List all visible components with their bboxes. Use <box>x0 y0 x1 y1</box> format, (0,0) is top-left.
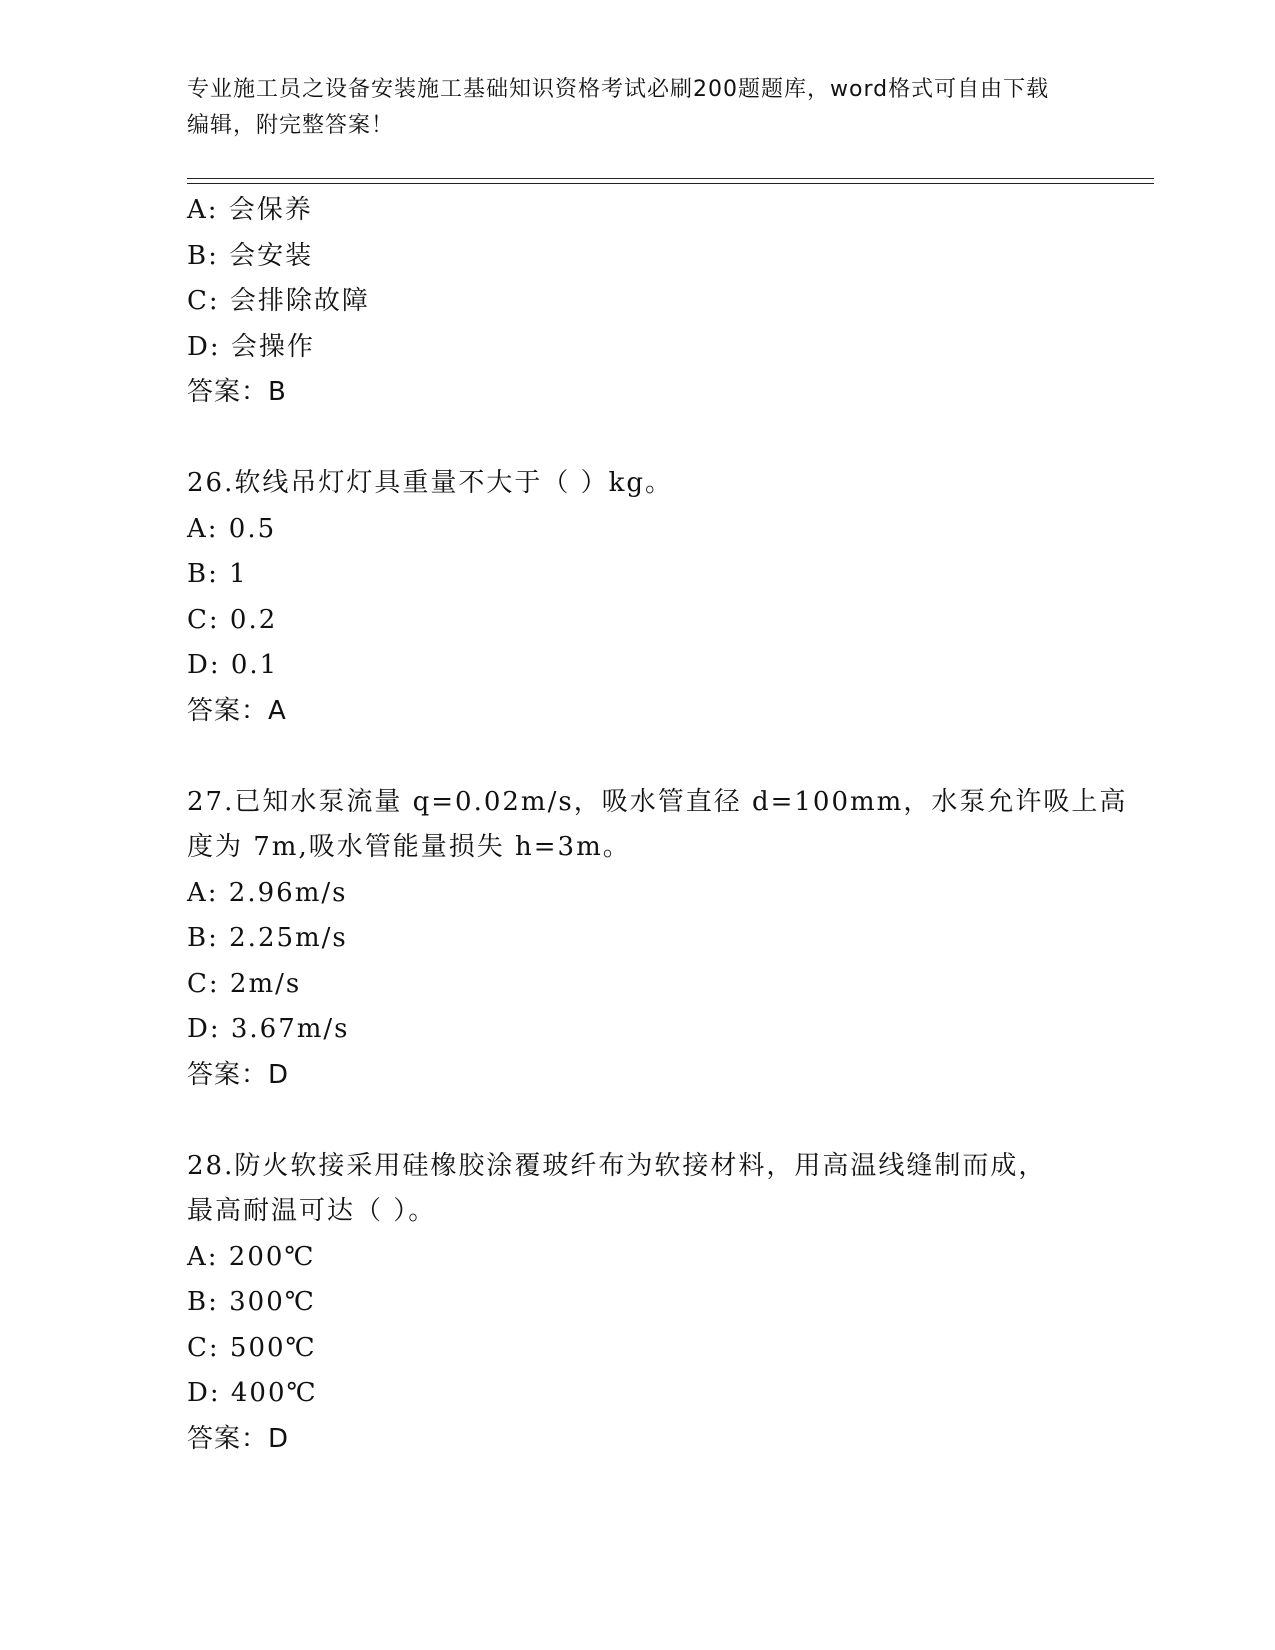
option-d: D: 3.67m/s <box>187 1014 350 1044</box>
question-stem-line: 28.防火软接采用硅橡胶涂覆玻纤布为软接材料，用高温线缝制而成， <box>187 1150 1047 1181</box>
question-stem: 26.软线吊灯灯具重量不大于（ ）kg。 <box>187 468 674 498</box>
option-d: D: 400℃ <box>187 1378 318 1408</box>
question-block <box>187 1144 1087 1463</box>
option-a: A: 会保养 <box>187 195 313 225</box>
header-rule-top <box>187 178 1154 179</box>
option-c: C: 2m/s <box>187 968 302 999</box>
question-block <box>187 188 1087 416</box>
option-a: A: 0.5 <box>187 513 277 544</box>
spacer <box>187 416 1087 462</box>
option-d: D: 0.1 <box>187 650 279 680</box>
option-b: B: 会安装 <box>187 240 314 271</box>
option-c: C: 0.2 <box>187 604 278 635</box>
question-list <box>187 188 1128 1462</box>
answer-line: 答案：B <box>187 377 287 407</box>
option-d: D: 会操作 <box>187 331 315 362</box>
answer-line: 答案：A <box>187 695 287 726</box>
answer-line: 答案：D <box>187 1059 290 1090</box>
option-b: B: 300℃ <box>187 1287 316 1317</box>
option-a: A: 2.96m/s <box>187 877 348 908</box>
option-c: C: 会排除故障 <box>187 286 370 316</box>
option-b: B: 2.25m/s <box>187 923 348 953</box>
spacer <box>187 734 1087 780</box>
question-block <box>187 780 1128 1099</box>
option-b: B: 1 <box>187 559 248 589</box>
spacer <box>187 1098 1087 1144</box>
question-block <box>187 461 1087 734</box>
option-c: C: 500℃ <box>187 1332 317 1363</box>
option-a: A: 200℃ <box>187 1241 316 1272</box>
document-header: 专业施工员之设备安装施工基础知识资格考试必刷200题题库，word格式可自由下载编辑，附完整答案！ <box>187 77 1050 138</box>
question-stem-line: 度为 7m,吸水管能量损失 h=3m。 <box>187 832 631 862</box>
answer-line: 答案：D <box>187 1423 290 1454</box>
question-stem-line: 27.已知水泵流量 q=0.02m/s，吸水管直径 d=100mm，水泵允许吸上高 <box>187 786 1128 817</box>
question-stem-line: 最高耐温可达（ ）。 <box>187 1196 437 1226</box>
header-rule-bottom <box>187 183 1154 184</box>
